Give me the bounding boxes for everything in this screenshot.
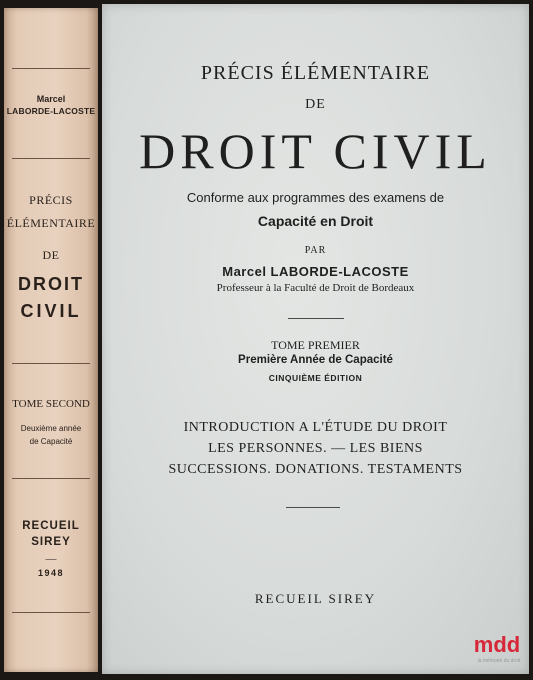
spine-rule: [12, 68, 90, 69]
cover-divider: [288, 318, 344, 319]
spine-rule: [12, 363, 90, 364]
spine-rule: [12, 158, 90, 159]
cover-tome: TOME PREMIER: [271, 338, 360, 352]
cover-subject: LES PERSONNES. — LES BIENS: [208, 441, 423, 456]
spine-publisher: RECUEIL: [22, 520, 80, 532]
spine-rule: [12, 612, 90, 613]
spine-publisher: SIREY: [31, 536, 71, 548]
spine-title-line: PRÉCIS: [29, 193, 73, 207]
spine-author-last: LABORDE-LACOSTE: [6, 106, 96, 116]
spine-title-line: ÉLÉMENTAIRE: [6, 216, 96, 230]
cover-par: PAR: [304, 245, 327, 256]
cover-pre-title: PRÉCIS ÉLÉMENTAIRE: [200, 62, 431, 84]
spine-title-line: DE: [42, 248, 60, 262]
cover-author: Marcel LABORDE-LACOSTE: [222, 264, 409, 279]
cover-title: DROIT CIVIL: [139, 123, 492, 179]
cover-de: DE: [305, 97, 326, 112]
spine-title-civil: CIVIL: [20, 301, 82, 321]
book-cover: [102, 4, 529, 674]
cover-edition: CINQUIÈME ÉDITION: [268, 373, 363, 383]
cover-divider: [286, 507, 340, 508]
spine-volume-sub: Deuxième année: [20, 424, 82, 433]
cover-author-title: Professeur à la Faculté de Droit de Bordeaux: [216, 282, 415, 294]
logo-tagline: la mémoire du droit: [477, 658, 521, 664]
spine-volume: TOME SECOND: [12, 398, 90, 410]
book-spine: [4, 8, 98, 672]
cover-publisher: RECUEIL SIREY: [254, 591, 377, 606]
spine-author-first: Marcel: [36, 94, 66, 104]
spine-rule: [12, 478, 90, 479]
cover-annee: Première Année de Capacité: [238, 354, 393, 366]
logo-text: mdd: [473, 632, 521, 657]
mdd-logo-watermark: [471, 628, 527, 668]
cover-capacite: Capacité en Droit: [257, 213, 374, 229]
spine-dash: —: [45, 553, 57, 565]
cover-subject: SUCCESSIONS. DONATIONS. TESTAMENTS: [168, 462, 463, 477]
cover-conforme: Conforme aux programmes des examens de: [186, 190, 445, 205]
cover-subject: INTRODUCTION A L'ÉTUDE DU DROIT: [183, 420, 448, 435]
spine-volume-sub: de Capacité: [29, 437, 73, 446]
spine-year: 1948: [37, 568, 65, 578]
spine-title-droit: DROIT: [18, 274, 84, 294]
